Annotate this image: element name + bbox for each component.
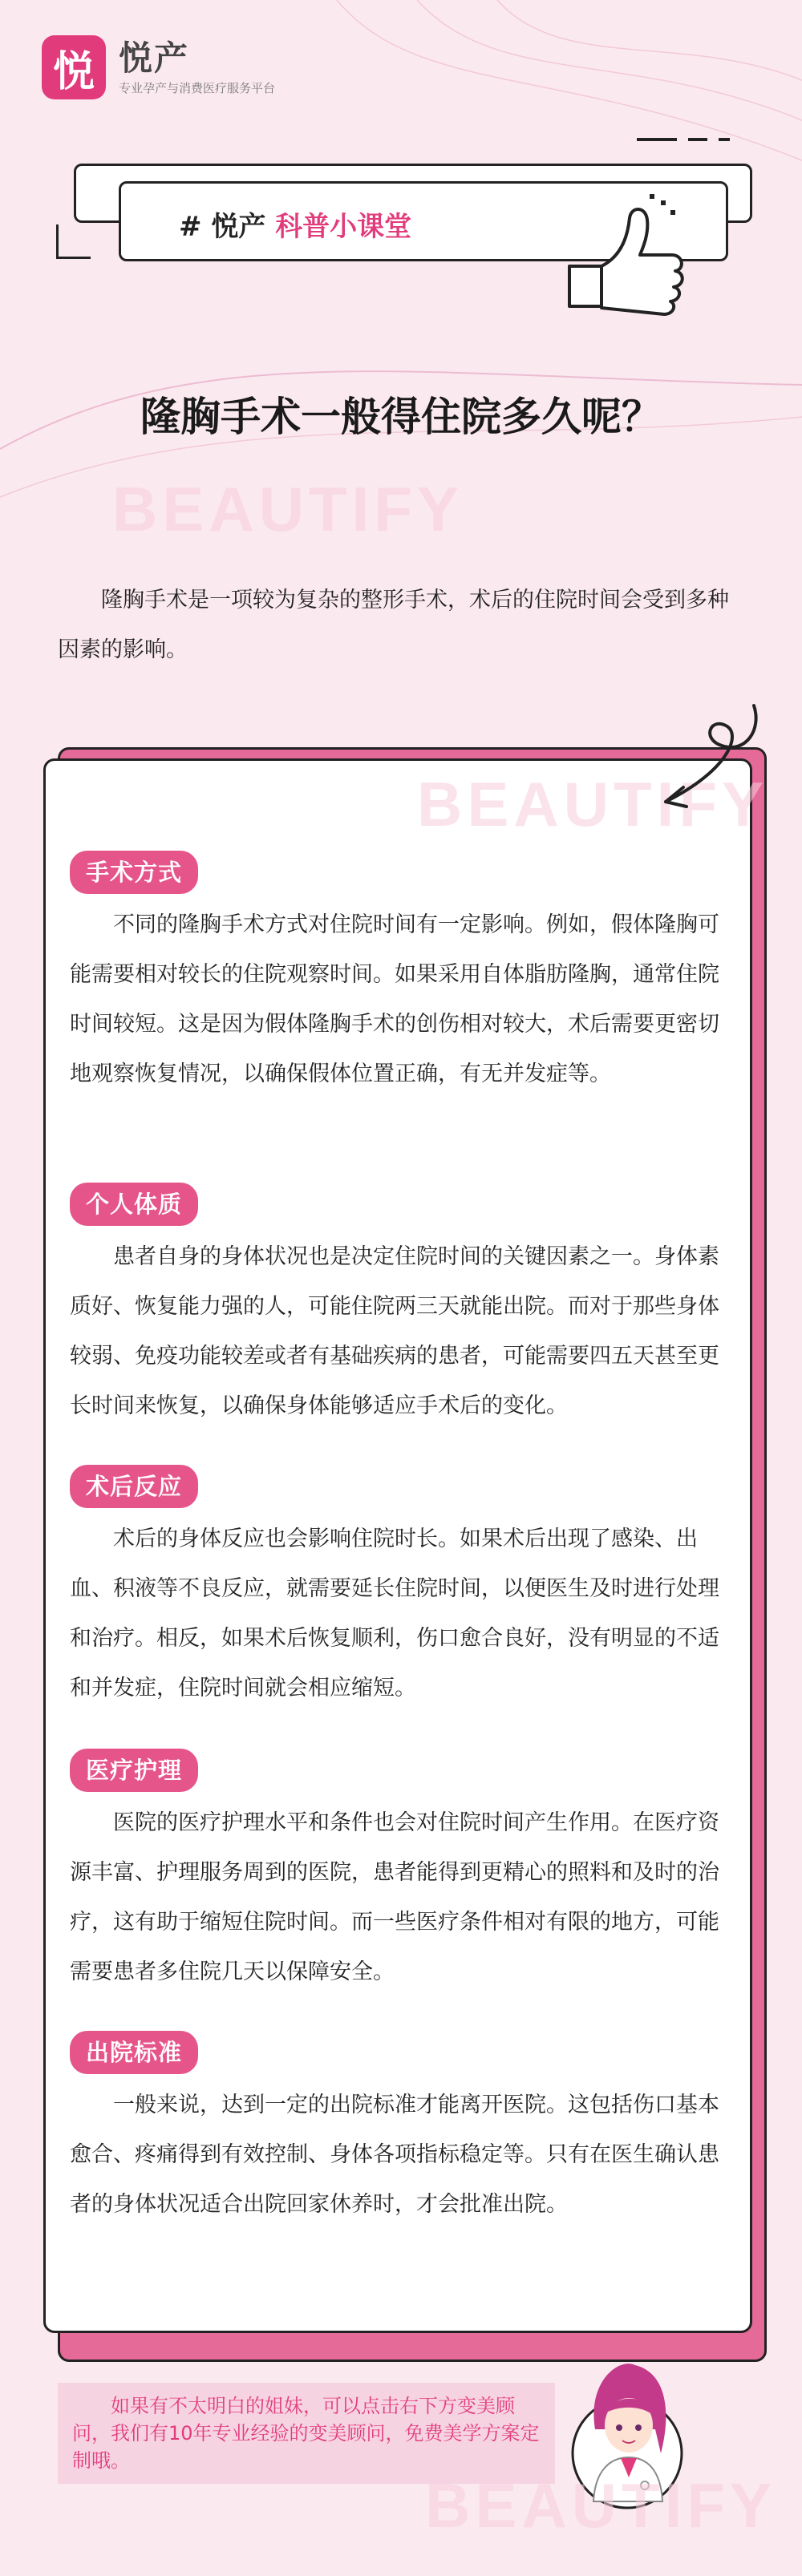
banner-hash: # — [179, 211, 202, 243]
decorative-dashes — [637, 138, 730, 141]
banner-brand: 悦产 — [211, 211, 266, 243]
section-body: 患者自身的身体状况也是决定住院时间的关键因素之一。身体素质好、恢复能力强的人，可能住院两三天就能出院。而对于那些身体较弱、免疫功能较差或者有基础疾病的患者，可能需要四五天甚至更长时间来恢复，以确保身体能够适应手术后的变化。 — [70, 1244, 719, 1418]
section-tag: 医疗护理 — [70, 1749, 198, 1792]
banner-text — [179, 204, 411, 244]
section-body: 医院的医疗护理水平和条件也会对住院时间产生作用。在医疗资源丰富、护理服务周到的医院，患者能得到更精心的照料和及时的治疗，这有助于缩短住院时间。而一些医疗条件相对有限的地方，可能需要患者多住院几天以保障安全。 — [70, 1810, 719, 1984]
section-tag: 术后反应 — [70, 1465, 198, 1508]
corner-bracket — [56, 224, 91, 259]
section-tag: 个人体质 — [70, 1183, 198, 1226]
section-body: 术后的身体反应也会影响住院时长。如果术后出现了感染、出血、积液等不良反应，就需要延长住院时间，以便医生及时进行处理和治疗。相反，如果术后恢复顺利，伤口愈合良好，没有明显的不适和并发症，住院时间就会相应缩短。 — [70, 1527, 719, 1700]
content-card — [43, 758, 752, 2333]
section-body: 一般来说，达到一定的出院标准才能离开医院。这包括伤口基本愈合、疼痛得到有效控制、身体各项指标稳定等。只有在医生确认患者的身体状况适合出院回家休养时，才会批准出院。 — [70, 2093, 719, 2217]
watermark: BEAUTIFY — [112, 474, 464, 544]
section-surgery-method — [70, 851, 727, 1099]
brand-tagline: 专业孕产与消费医疗服务平台 — [119, 80, 276, 95]
footer-note: 如果有不太明白的姐妹，可以点击右下方变美顾问，我们有10年专业经验的变美顾问，免费美学方案定制哦。 — [58, 2383, 555, 2484]
section-discharge-criteria — [70, 2031, 727, 2230]
section-body: 不同的隆胸手术方式对住院时间有一定影响。例如，假体隆胸可能需要相对较长的住院观察时间。如果采用自体脂肪隆胸，通常住院时间较短。这是因为假体隆胸手术的创伤相对较大，术后需要更密切地观察恢复情况，以确保假体位置正确，有无并发症等。 — [70, 912, 719, 1086]
watermark: BEAUTIFY — [417, 769, 768, 839]
thumbs-up-icon — [553, 186, 690, 322]
section-postop-reaction — [70, 1465, 727, 1713]
section-tag: 手术方式 — [70, 851, 198, 894]
brand-logo: 悦 — [42, 35, 106, 99]
section-medical-care — [70, 1749, 727, 1997]
swirl-arrow-icon — [634, 698, 770, 826]
intro-paragraph: 隆胸手术是一项较为复杂的整形手术，术后的住院时间会受到多种因素的影响。 — [58, 588, 729, 662]
section-constitution — [70, 1183, 727, 1431]
brand-header — [42, 35, 275, 99]
brand-text — [119, 39, 275, 96]
section-tag: 出院标准 — [70, 2031, 198, 2074]
brand-name: 悦产 — [119, 38, 190, 78]
watermark: BEAUTIFY — [425, 2470, 776, 2541]
banner-topic: 科普小课堂 — [275, 211, 412, 243]
page-title: 隆胸手术一般得住院多久呢？ — [140, 394, 662, 440]
